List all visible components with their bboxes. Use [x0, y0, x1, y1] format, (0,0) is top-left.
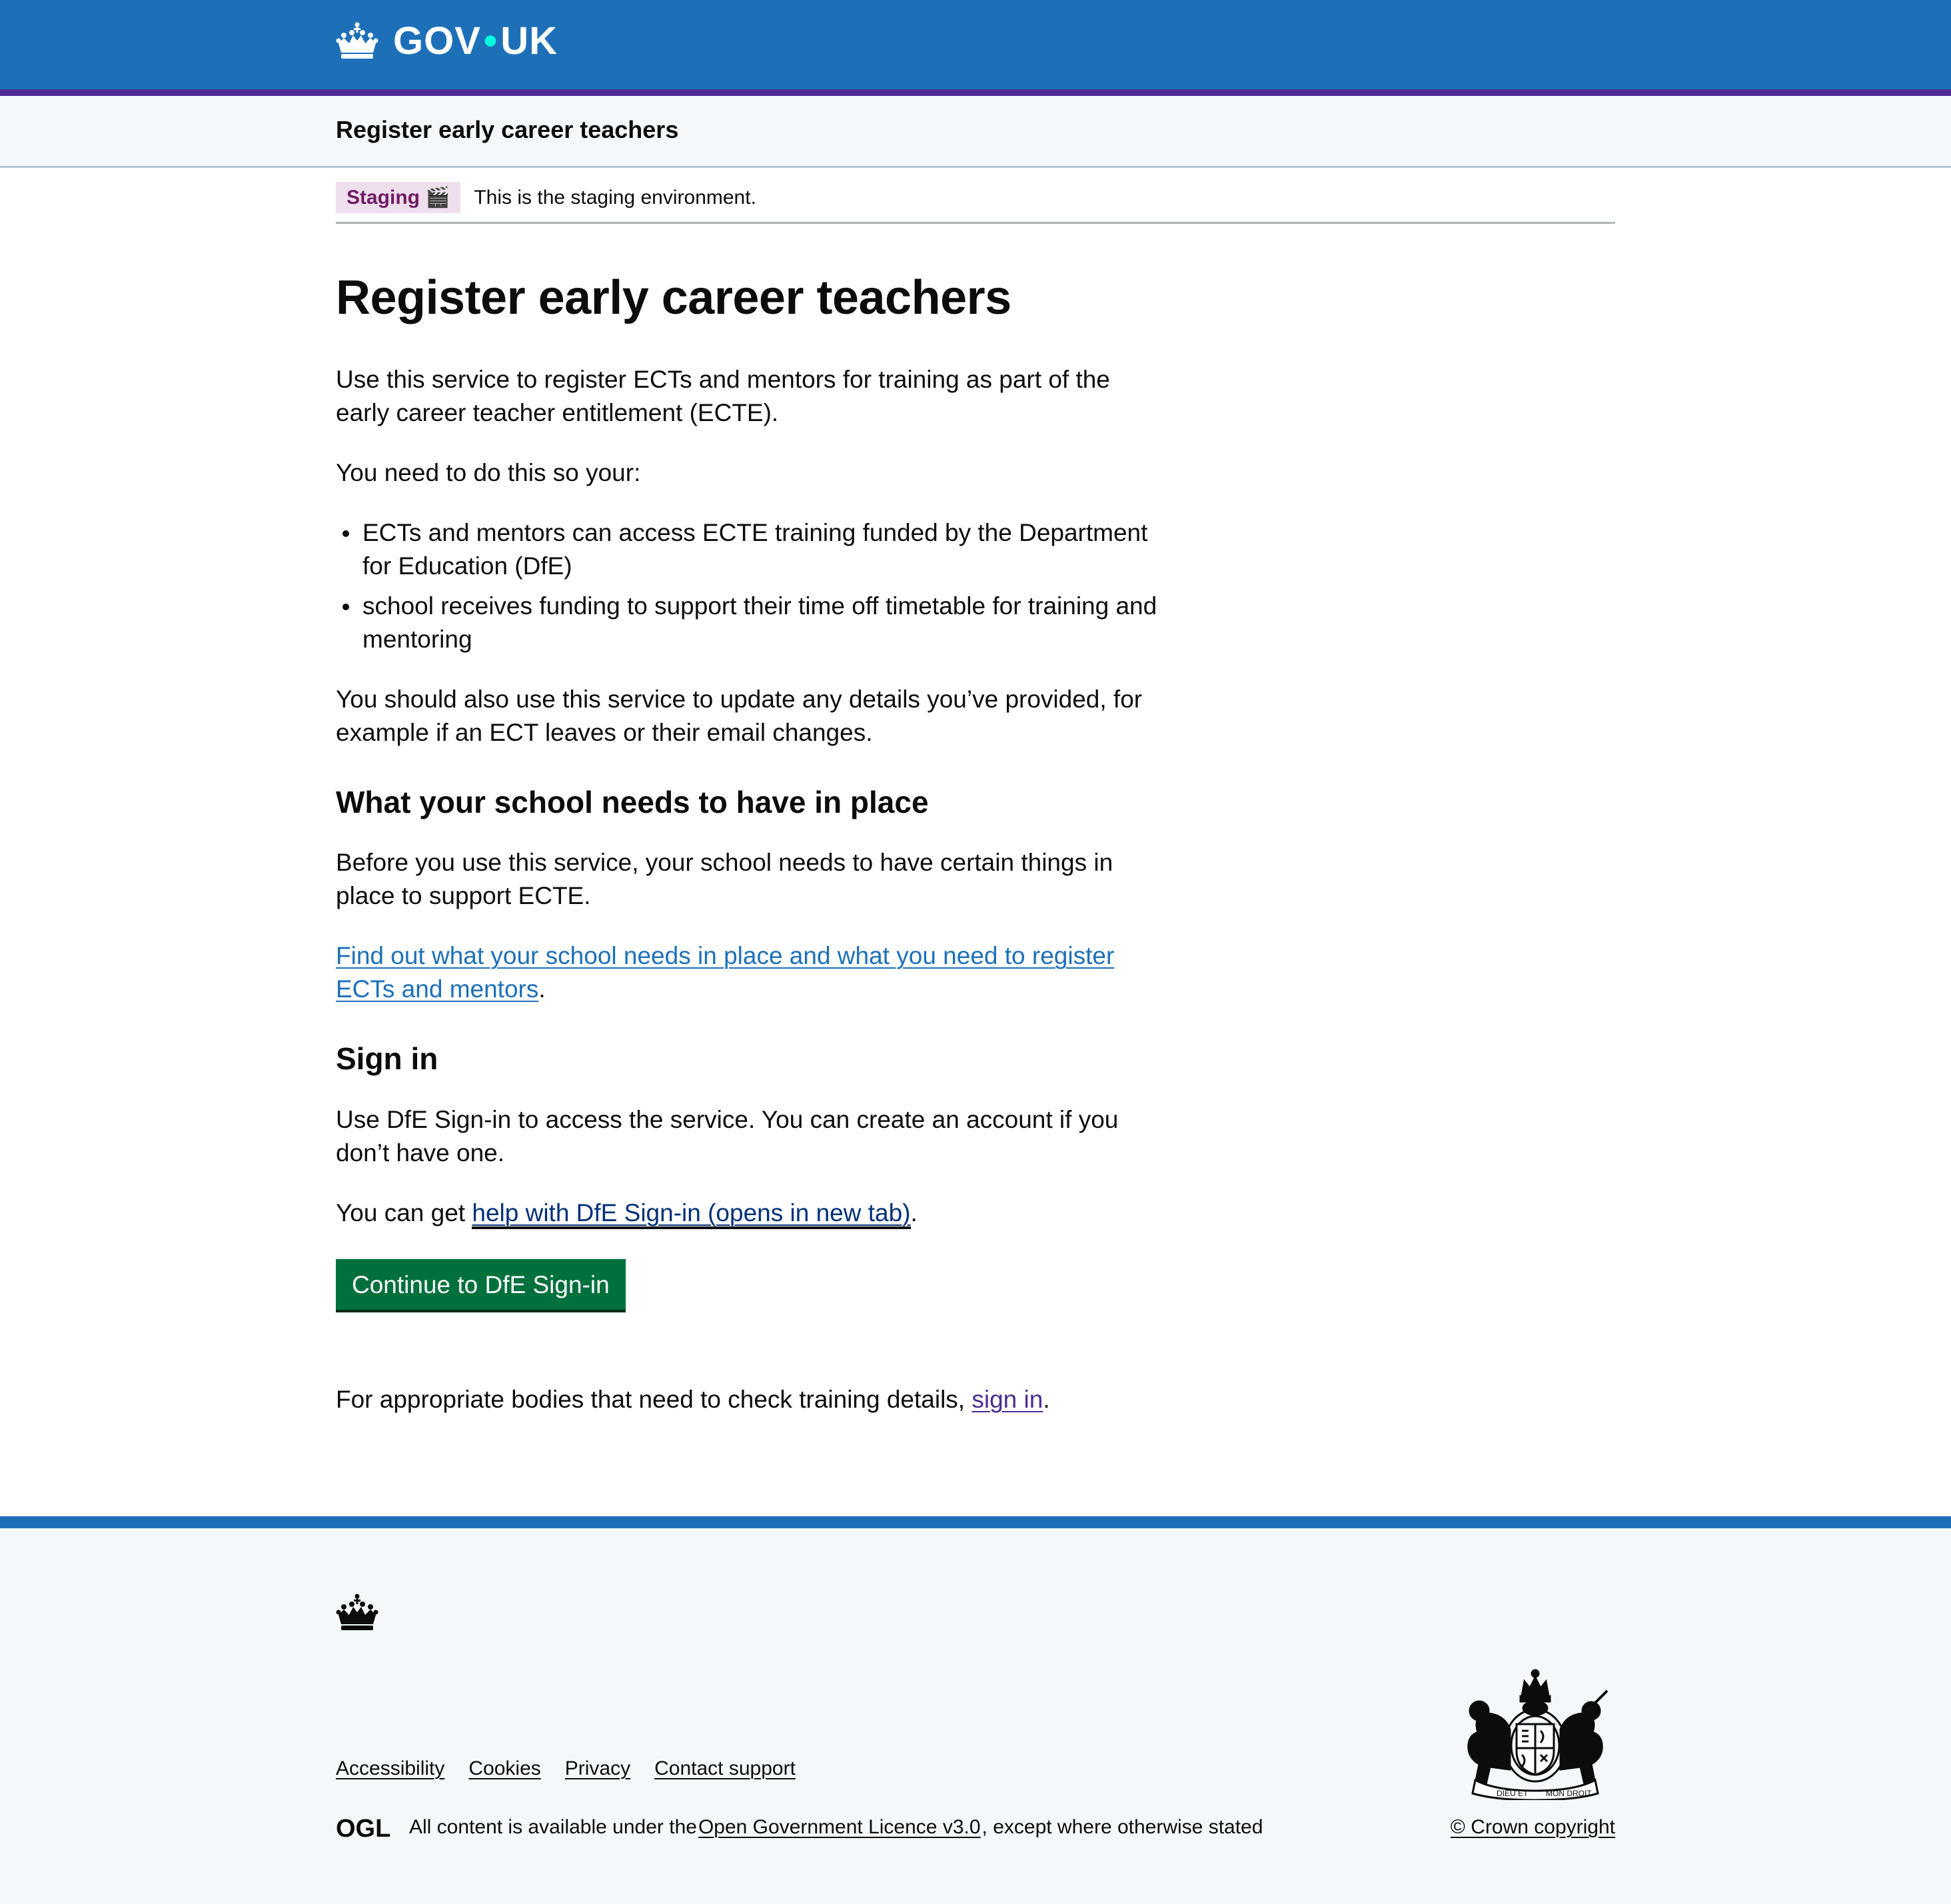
phase-tag — [336, 182, 460, 213]
bodies-suffix: . — [1043, 1385, 1050, 1413]
crown-icon — [336, 21, 378, 62]
page-title: Register early career teachers — [336, 271, 1011, 324]
svg-text:OGL: OGL — [336, 1816, 390, 1839]
svg-text:DIEU ET: DIEU ET — [1497, 1789, 1529, 1798]
logo-text-left: GOV — [393, 19, 481, 63]
help-suffix: . — [910, 1198, 918, 1226]
service-name-link[interactable]: Register early career teachers — [336, 116, 679, 143]
govuk-logotype — [393, 19, 558, 63]
section-heading-requirements: What your school needs to have in place — [336, 785, 929, 820]
logo-text-right: UK — [500, 19, 558, 63]
reasons-list — [336, 516, 1169, 656]
update-paragraph: You should also use this service to update any details you’ve provided, for example if an ECT leaves or their email changes. — [336, 686, 1143, 747]
phase-banner-text: This is the staging environment. — [474, 186, 756, 209]
govuk-header — [0, 0, 1951, 89]
clapperboard-icon: 🎬 — [425, 187, 450, 209]
requirements-link[interactable]: Find out what your school needs in place and what you need to register ECTs and mentors — [336, 942, 1115, 1003]
govuk-logo-link[interactable] — [336, 15, 558, 68]
footer-link-contact-support[interactable]: Contact support — [654, 1757, 796, 1779]
footer-crown-icon — [336, 1592, 378, 1637]
appropriate-bodies-sign-in-link[interactable]: sign in — [972, 1385, 1043, 1413]
svg-text:MON DROIT: MON DROIT — [1546, 1789, 1592, 1798]
govuk-footer — [0, 1516, 1951, 1904]
sign-in-paragraph: Use DfE Sign-in to access the service. You can create an account if you don’t have one. — [336, 1105, 1119, 1167]
footer-licence — [336, 1816, 1263, 1839]
open-government-licence-link[interactable]: Open Government Licence v3.0 — [698, 1816, 981, 1838]
service-navigation — [0, 96, 1951, 168]
help-dfe-sign-in-link[interactable]: help with DfE Sign-in (opens in new tab) — [472, 1199, 910, 1229]
appropriate-bodies-paragraph — [336, 1383, 1169, 1416]
royal-coat-of-arms-icon — [1455, 1667, 1615, 1803]
phase-tag-label: Staging — [346, 186, 420, 209]
footer-links — [336, 1757, 796, 1780]
footer-link-cookies[interactable]: Cookies — [468, 1757, 541, 1779]
header-stripe — [0, 89, 1951, 96]
requirements-link-paragraph — [336, 939, 1169, 1006]
continue-to-dfe-sign-in-button[interactable]: Continue to DfE Sign-in — [336, 1259, 626, 1310]
phase-banner — [336, 168, 1615, 224]
list-item: school receives funding to support their time off timetable for training and mentoring — [362, 590, 1169, 656]
requirements-link-suffix: . — [538, 975, 546, 1003]
licence-suffix: , except where otherwise stated — [981, 1816, 1263, 1838]
licence-prefix: All content is available under the — [409, 1816, 697, 1838]
intro-paragraph: Use this service to register ECTs and mentors for training as part of the early career teacher entitlement (ECTE). — [336, 366, 1110, 427]
requirements-paragraph: Before you use this service, your school needs to have certain things in place to support ECTE. — [336, 849, 1113, 910]
help-paragraph — [336, 1196, 1169, 1230]
footer-link-privacy[interactable]: Privacy — [564, 1757, 631, 1779]
list-item: ECTs and mentors can access ECTE training funded by the Department for Education (DfE) — [362, 516, 1169, 583]
section-heading-sign-in: Sign in — [336, 1041, 438, 1077]
ogl-icon — [336, 1816, 390, 1839]
help-prefix: You can get — [336, 1198, 472, 1226]
crown-copyright-link[interactable]: © Crown copyright — [1450, 1816, 1615, 1838]
logo-dot: • — [483, 19, 498, 63]
bodies-prefix: For appropriate bodies that need to check training details, — [336, 1385, 972, 1413]
need-intro-paragraph: You need to do this so your: — [336, 459, 641, 487]
main-content — [336, 224, 1615, 1416]
footer-link-accessibility[interactable]: Accessibility — [336, 1757, 445, 1779]
